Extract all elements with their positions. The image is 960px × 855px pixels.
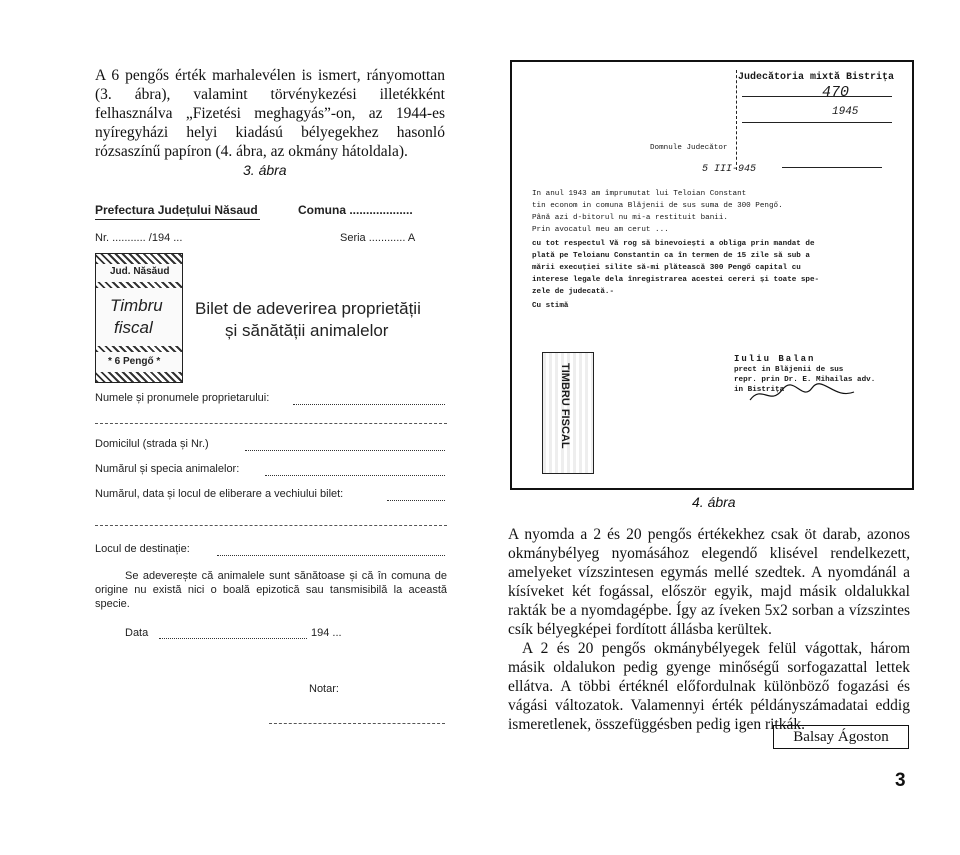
previous-certificate-line	[387, 500, 445, 501]
side-stamp-label: TIMBRU FISCAL	[559, 363, 571, 449]
signer-line-2: repr. prin Dr. E. Mihailas adv.	[734, 376, 876, 384]
previous-certificate-label: Numărul, data și locul de eliberare a vechiului bilet:	[95, 488, 344, 500]
court-stamp-rule	[742, 96, 892, 97]
court-stamp-date: 1945	[832, 106, 859, 118]
domicile-line	[245, 450, 445, 451]
health-statement: Se adeverește că animalele sunt sănătoase și că în comuna de origine nu există nici o boală epizotică sau tansmisibilă la această specie.	[95, 570, 447, 610]
side-fiscal-stamp	[542, 352, 594, 474]
figure-3-caption: 3. ábra	[243, 162, 287, 178]
court-stamp-rule-2	[742, 122, 892, 123]
owner-name-label: Numele și pronumele proprietarului:	[95, 392, 270, 404]
petition-line: In anul 1943 am împrumutat lui Teloian Constant	[532, 190, 747, 198]
stamp-bottom-border	[96, 372, 182, 382]
destination-line	[217, 555, 445, 556]
certificate-title-line1: Bilet de adeverirea proprietății	[195, 299, 421, 318]
petition-line: cu tot respectul Vă rog să binevoiești a obliga prin mandat de	[532, 240, 815, 248]
registration-mark: 5 III-945	[702, 164, 757, 175]
owner-second-line	[95, 423, 447, 424]
court-stamp-number: 470	[822, 84, 850, 101]
stamp-county: Jud. Năsăud	[110, 266, 170, 277]
registration-rule	[782, 167, 882, 168]
series-field: Seria ............ A	[340, 232, 416, 244]
commune-header: Comuna ...................	[298, 203, 413, 217]
petition-line: Cu stimă	[532, 302, 569, 310]
animal-count-line	[265, 475, 445, 476]
header-underline	[95, 219, 260, 220]
petition-line: zele de judecată.-	[532, 288, 615, 296]
prefecture-header: Prefectura Județului Năsaud	[95, 203, 258, 217]
right-paragraph-1: A nyomda a 2 és 20 pengős értékekhez csak öt darab, azonos okmánybélyeg nyomásához elegendő klisével rendelkezett, amelyeket vízszintesen egymás mellé szedtek. A nyomdánál a kísíveket két fogással, először egyik, majd másik oldalukkal rakták be a nyomdagépbe. Így az íveken 5x2 sorban a vízszintes csík bélyegképei fordított állásba kerültek.	[508, 526, 910, 638]
court-stamp-heading: Judecătoria mixtă Bistrița	[738, 72, 895, 83]
petition-line: plată pe Teloianu Constantin ca în termen de 15 zile să sub a	[532, 252, 810, 260]
stamp-value: * 6 Pengő *	[108, 356, 161, 367]
date-line	[159, 638, 307, 639]
author-box: Balsay Ágoston	[773, 725, 909, 749]
petition-line: interese legale dela înregistrarea acestei cereri și toate spe-	[532, 276, 820, 284]
figure-4-caption: 4. ábra	[692, 494, 736, 510]
notary-signature-line	[269, 723, 445, 724]
court-stamp-edge	[736, 70, 738, 170]
signer-line-1: prect in Blăjenii de sus	[734, 366, 844, 374]
intro-paragraph: A 6 pengős érték marhalevélen is ismert, rányomottan (3. ábra), valamint törvénykezési illetékként felhasználva „Fizetési meghagyás”-on, az 1944-es nyíregyházi helyi kiadású bélyegekhez hasonló rózsaszínű papíron (4. ábra, az okmány hátoldala).	[95, 67, 445, 160]
right-paragraph-2: A 2 és 20 pengős okmánybélyegek felül vágottak, három másik oldalukon pedig gyenge minőségű sorfogazattal lettek ellátva. A többi értéknél előfordulnak különböző fogazási és vágási változatok. Valamennyi érték példányszámadatai eddig ismeretlenek, összefüggésben pedig igen ritkák.	[508, 640, 910, 733]
petition-line: Până azi d-bitorul nu mi-a restituit banii.	[532, 214, 728, 222]
signer-line-3: in Bistrița	[734, 386, 785, 394]
certificate-title-line2: și sănătății animalelor	[225, 321, 389, 340]
number-field: Nr. ........... /194 ...	[95, 232, 183, 244]
date-year: 194 ...	[311, 627, 342, 639]
stamp-top-border	[96, 254, 182, 264]
stamp-band	[96, 282, 182, 288]
court-petition-document	[510, 60, 914, 490]
notary-label: Notar:	[309, 683, 339, 695]
petition-line: Prin avocatul meu am cerut ...	[532, 226, 669, 234]
stamp-band-lower	[96, 346, 182, 352]
addressee: Domnule Judecător	[650, 144, 728, 152]
petition-line: tin econom in comuna Blăjenii de sus suma de 300 Pengő.	[532, 202, 783, 210]
stamp-fiscal: fiscal	[114, 318, 153, 337]
destination-label: Locul de destinație:	[95, 543, 190, 555]
stamp-timbru: Timbru	[110, 296, 163, 315]
fiscal-stamp	[95, 253, 183, 383]
petition-line: mării execuției silite să-mi plătească 300 Pengő capital cu	[532, 264, 801, 272]
domicile-label: Domicilul (strada și Nr.)	[95, 438, 209, 450]
page-number: 3	[895, 770, 906, 791]
owner-name-line	[293, 404, 445, 405]
animal-count-label: Numărul și specia animalelor:	[95, 463, 240, 475]
signature-scrawl	[748, 380, 858, 406]
signer-name: Iuliu Balan	[734, 354, 816, 364]
date-label: Data	[125, 627, 149, 639]
previous-second-line	[95, 525, 447, 526]
right-body-text	[508, 525, 910, 734]
